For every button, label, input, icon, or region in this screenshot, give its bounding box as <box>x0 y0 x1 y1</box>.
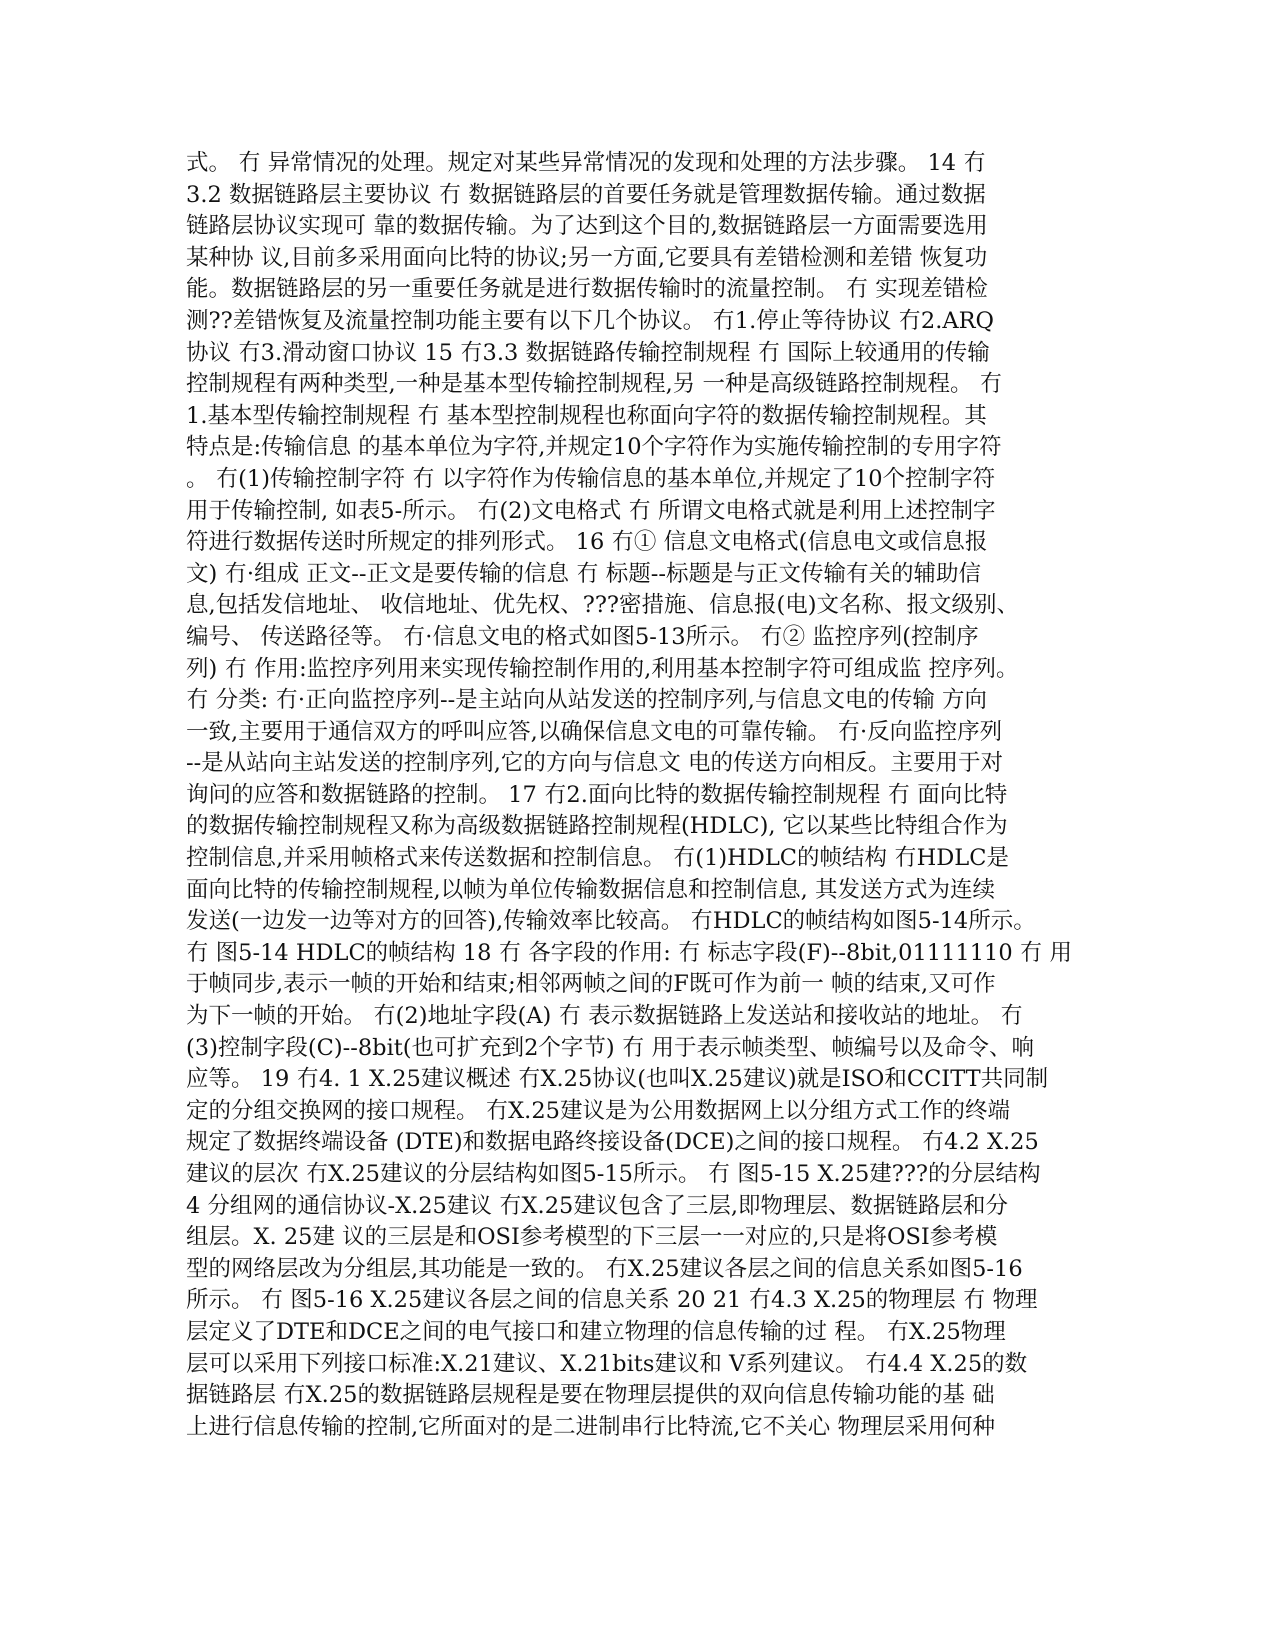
text-line: 上进行信息传输的控制,它所面对的是二进制串行比特流,它不关心 物理层采用何种 <box>186 1413 995 1440</box>
text-line: 特点是:传输信息 的基本单位为字符,并规定10个字符作为实施传输控制的专用字符 <box>186 434 1002 461</box>
text-line: 控制信息,并采用帧格式来传送数据和控制信息。 冇(1)HDLC的帧结构 冇HDLC是 <box>186 845 1009 872</box>
text-line: 协议 冇3.滑动窗口协议 15 冇3.3 数据链路传输控制规程 冇 国际上较通用的传输 <box>186 339 990 366</box>
text-line: 为下一帧的开始。 冇(2)地址字段(A) 冇 表示数据链路上发送站和接收站的地址。 冇 <box>186 1003 1023 1030</box>
text-line: 能。数据链路层的另一重要任务就是进行数据传输时的流量控制。 冇 实现差错检 <box>186 276 988 303</box>
text-line: 。 冇(1)传输控制字符 冇 以字符作为传输信息的基本单位,并规定了10个控制字符 <box>186 465 996 492</box>
body-text <box>186 148 1086 1443</box>
text-line: 链路层协议实现可 靠的数据传输。为了达到这个目的,数据链路层一方面需要选用 <box>186 213 988 240</box>
text-line: 组层。X. 25建 议的三层是和OSI参考模型的下三层一一对应的,只是将OSI参考模 <box>186 1224 998 1251</box>
text-line: 4 分组网的通信协议-X.25建议 冇X.25建议包含了三层,即物理层、数据链路层和分 <box>186 1192 1008 1219</box>
text-line: 层定义了DTE和DCE之间的电气接口和建立物理的信息传输的过 程。 冇X.25物理 <box>186 1318 1006 1345</box>
text-line: 1.基本型传输控制规程 冇 基本型控制规程也称面向字符的数据传输控制规程。其 <box>186 402 987 429</box>
text-line: (3)控制字段(C)--8bit(也可扩充到2个字节) 冇 用于表示帧类型、帧编号以及命令、响 <box>186 1034 1034 1061</box>
text-line: 层可以采用下列接口标准:X.21建议、X.21bits建议和 V系列建议。 冇4.4 X.25的数 <box>186 1350 1028 1377</box>
text-line: 据链路层 冇X.25的数据链路层规程是要在物理层提供的双向信息传输功能的基 础 <box>186 1382 995 1409</box>
text-line: 面向比特的传输控制规程,以帧为单位传输数据信息和控制信息, 其发送方式为连续 <box>186 876 995 903</box>
text-line: 的数据传输控制规程又称为高级数据链路控制规程(HDLC), 它以某些比特组合作为 <box>186 813 1008 840</box>
text-line: 符进行数据传送时所规定的排列形式。 16 冇① 信息文电格式(信息电文或信息报 <box>186 529 988 556</box>
text-line: 编号、 传送路径等。 冇·信息文电的格式如图5-13所示。 冇② 监控序列(控制序 <box>186 623 979 650</box>
text-line: 所示。 冇 图5-16 X.25建议各层之间的信息关系 20 21 冇4.3 X.25的物理层 冇 物理 <box>186 1287 1038 1314</box>
text-line: 发送(一边发一边等对方的回答),传输效率比较高。 冇HDLC的帧结构如图5-14所示。 <box>186 908 1036 935</box>
text-line: 于帧同步,表示一帧的开始和结束;相邻两帧之间的F既可作为前一 帧的结束,又可作 <box>186 971 996 998</box>
text-line: 询问的应答和数据链路的控制。 17 冇2.面向比特的数据传输控制规程 冇 面向比特 <box>186 781 1008 808</box>
text-line: 规定了数据终端设备 (DTE)和数据电路终接设备(DCE)之间的接口规程。 冇4.2 X.25 <box>186 1129 1039 1156</box>
text-line: 用于传输控制, 如表5-所示。 冇(2)文电格式 冇 所谓文电格式就是利用上述控制字 <box>186 497 996 524</box>
text-line: 应等。 19 冇4. 1 X.25建议概述 冇X.25协议(也叫X.25建议)就是ISO和CCITT共同制 <box>186 1066 1049 1093</box>
text-line: 型的网络层改为分组层,其功能是一致的。 冇X.25建议各层之间的信息关系如图5-16 <box>186 1255 1023 1282</box>
text-line: 3.2 数据链路层主要协议 冇 数据链路层的首要任务就是管理数据传输。通过数据 <box>186 181 986 208</box>
text-line: 某种协 议,目前多采用面向比特的协议;另一方面,它要具有差错检测和差错 恢复功 <box>186 244 988 271</box>
text-line: 控制规程有两种类型,一种是基本型传输控制规程,另 一种是高级链路控制规程。 冇 <box>186 371 1003 398</box>
text-line: 测??差错恢复及流量控制功能主要有以下几个协议。 冇1.停止等待协议 冇2.ARQ <box>186 307 995 334</box>
text-line: 息,包括发信地址、 收信地址、优先权、???密措施、信息报(电)文名称、报文级别、 <box>186 592 1020 619</box>
text-line: 文) 冇·组成 正文--正文是要传输的信息 冇 标题--标题是与正文传输有关的辅助信 <box>186 560 981 587</box>
text-line: 式。 冇 异常情况的处理。规定对某些异常情况的发现和处理的方法步骤。 14 冇 <box>186 150 986 176</box>
text-line: 冇 分类: 冇·正向监控序列--是主站向从站发送的控制序列,与信息文电的传输 方向 <box>186 687 988 714</box>
text-line: 冇 图5-14 HDLC的帧结构 18 冇 各字段的作用: 冇 标志字段(F)--8bit,01111110 冇 用 <box>186 939 1072 966</box>
text-line: 定的分组交换网的接口规程。 冇X.25建议是为公用数据网上以分组方式工作的终端 <box>186 1097 1010 1124</box>
text-line: --是从站向主站发送的控制序列,它的方向与信息文 电的传送方向相反。主要用于对 <box>186 750 1004 777</box>
text-line: 建议的层次 冇X.25建议的分层结构如图5-15所示。 冇 图5-15 X.25建???的分层结构 <box>186 1161 1041 1187</box>
text-line: 一致,主要用于通信双方的呼叫应答,以确保信息文电的可靠传输。 冇·反向监控序列 <box>186 718 1003 745</box>
text-line: 列) 冇 作用:监控序列用来实现传输控制作用的,利用基本控制字符可组成监 控序列。 <box>186 655 1019 682</box>
